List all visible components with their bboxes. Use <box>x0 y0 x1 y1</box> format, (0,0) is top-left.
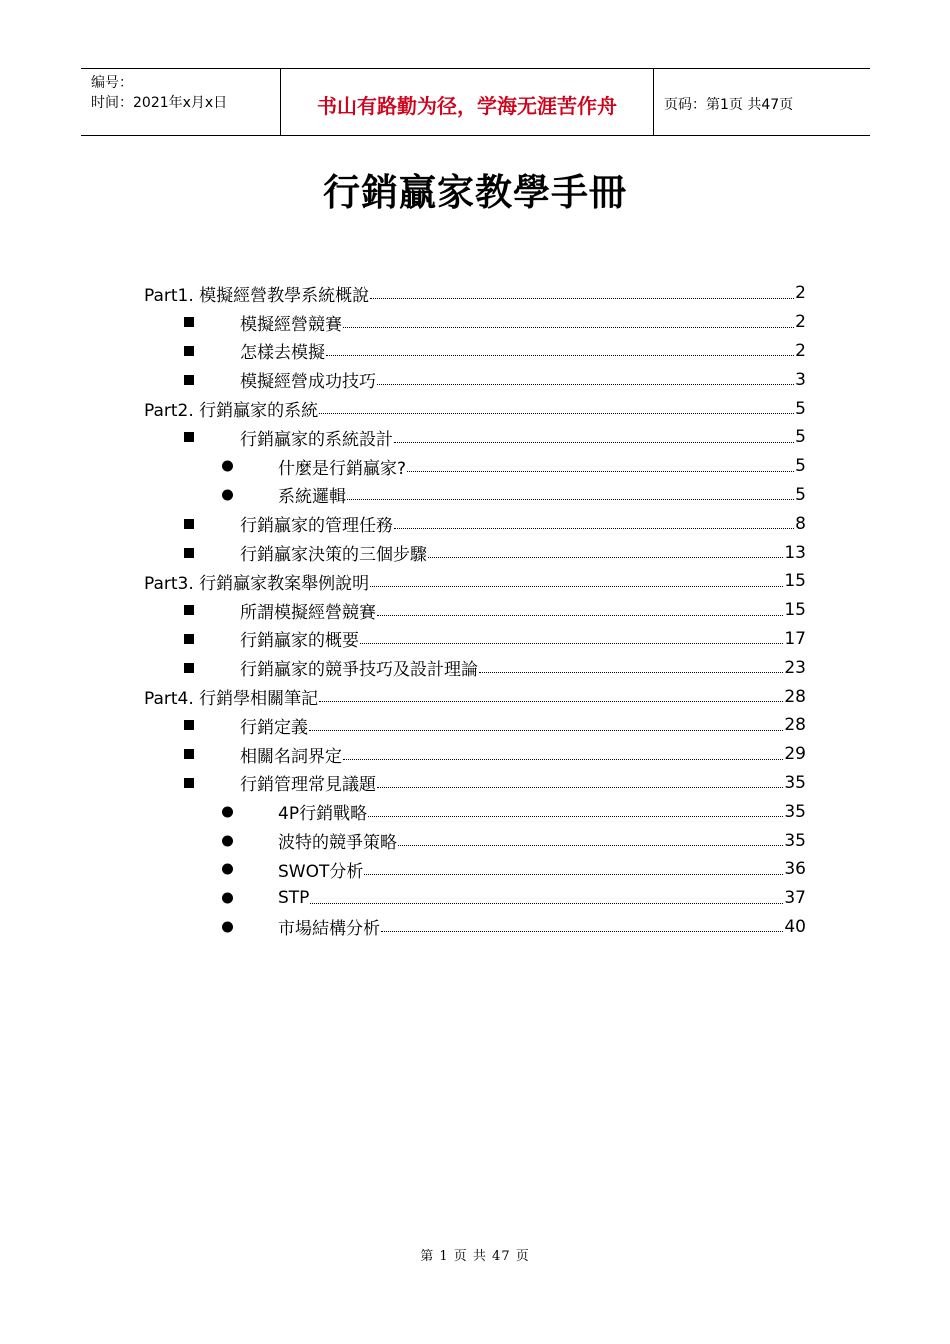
toc-entry-title: 系統邏輯 <box>278 487 346 508</box>
dot-leader <box>319 701 783 702</box>
dot-leader <box>479 672 783 673</box>
toc-entry-page: 35 <box>784 772 806 793</box>
round-bullet-icon <box>222 921 233 932</box>
square-bullet-icon <box>184 634 194 644</box>
toc-entry-page: 3 <box>795 369 806 390</box>
dot-leader <box>377 384 794 385</box>
round-bullet-icon <box>222 864 233 875</box>
toc-entry[interactable] <box>144 913 806 942</box>
square-bullet-icon <box>184 432 194 442</box>
toc-entry-page: 5 <box>795 398 806 419</box>
dot-leader <box>368 816 783 817</box>
toc-entry[interactable] <box>144 337 806 366</box>
dot-leader <box>319 413 794 414</box>
toc-entry[interactable] <box>144 797 806 826</box>
toc-entry-page: 2 <box>795 312 806 333</box>
round-bullet-icon <box>222 835 233 846</box>
date-label: 时间：2021年x月x日 <box>91 95 228 111</box>
toc-entry[interactable] <box>144 682 806 711</box>
header-page-info: 页码：第1页 共47页 <box>664 97 794 113</box>
toc-entry[interactable] <box>144 769 806 798</box>
toc-entry[interactable] <box>144 308 806 337</box>
toc-entry-page: 5 <box>795 456 806 477</box>
square-bullet-icon <box>184 778 194 788</box>
dot-leader <box>343 759 783 760</box>
dot-leader <box>370 298 794 299</box>
toc-entry-title: 行銷管理常見議題 <box>240 775 376 796</box>
toc-entry-title: 模擬經營競賽 <box>240 314 342 335</box>
number-label: 编号： <box>91 75 133 91</box>
toc-entry-title: 行銷贏家的概要 <box>240 631 359 652</box>
toc-entry-title: 怎樣去模擬 <box>240 343 325 364</box>
toc-entry[interactable] <box>144 596 806 625</box>
dot-leader <box>394 528 794 529</box>
toc-entry[interactable] <box>144 740 806 769</box>
toc-entry-title: 模擬經營成功技巧 <box>240 372 376 393</box>
square-bullet-icon <box>184 346 194 356</box>
toc-entry[interactable] <box>144 855 806 884</box>
toc-entry-page: 13 <box>784 542 806 563</box>
dot-leader <box>381 931 783 932</box>
toc-entry-title: Part4. 行銷學相關筆記 <box>144 689 319 710</box>
toc-entry-page: 40 <box>784 916 806 937</box>
toc-entry-title: STP <box>278 888 310 909</box>
toc-entry[interactable] <box>144 452 806 481</box>
toc-entry-title: 市場結構分析 <box>278 919 380 940</box>
dot-leader <box>428 557 783 558</box>
toc-entry[interactable] <box>144 423 806 452</box>
toc-entry-page: 2 <box>795 283 806 304</box>
square-bullet-icon <box>184 663 194 673</box>
toc-entry-page: 2 <box>795 340 806 361</box>
dot-leader <box>347 499 794 500</box>
toc-entry[interactable] <box>144 826 806 855</box>
toc-entry[interactable] <box>144 538 806 567</box>
toc-entry-title: Part2. 行銷贏家的系統 <box>144 401 319 422</box>
dot-leader <box>360 643 783 644</box>
toc-entry[interactable] <box>144 279 806 308</box>
dot-leader <box>343 327 794 328</box>
dot-leader <box>407 471 794 472</box>
round-bullet-icon <box>222 489 233 500</box>
round-bullet-icon <box>222 461 233 472</box>
round-bullet-icon <box>222 806 233 817</box>
toc-entry[interactable] <box>144 481 806 510</box>
header-meta <box>81 69 281 135</box>
square-bullet-icon <box>184 749 194 759</box>
toc-entry-title: 相關名詞界定 <box>240 746 342 767</box>
dot-leader <box>309 730 783 731</box>
square-bullet-icon <box>184 375 194 385</box>
toc-entry-title: 行銷贏家決策的三個步驟 <box>240 545 427 566</box>
square-bullet-icon <box>184 605 194 615</box>
toc-entry[interactable] <box>144 884 806 913</box>
toc-entry[interactable] <box>144 394 806 423</box>
square-bullet-icon <box>184 548 194 558</box>
toc-entry[interactable] <box>144 625 806 654</box>
table-of-contents <box>144 279 806 941</box>
toc-entry-title: 什麼是行銷贏家? <box>278 458 407 479</box>
toc-entry-title: 行銷贏家的競爭技巧及設計理論 <box>240 660 478 681</box>
dot-leader <box>377 787 783 788</box>
dot-leader <box>377 615 783 616</box>
toc-entry-title: 行銷贏家的管理任務 <box>240 516 393 537</box>
dot-leader <box>394 442 794 443</box>
header-motto: 书山有路勤为径，学海无涯苦作舟 <box>281 69 654 135</box>
toc-entry-title: Part3. 行銷贏家教案舉例說明 <box>144 573 370 594</box>
dot-leader <box>370 586 783 587</box>
dot-leader <box>310 903 783 904</box>
toc-entry[interactable] <box>144 567 806 596</box>
toc-entry-page: 23 <box>784 657 806 678</box>
toc-entry[interactable] <box>144 653 806 682</box>
toc-entry-page: 8 <box>795 513 806 534</box>
toc-entry-page: 15 <box>784 571 806 592</box>
toc-entry-title: 4P行銷戰略 <box>278 804 368 825</box>
toc-entry-title: 行銷定義 <box>240 717 308 738</box>
toc-entry-page: 28 <box>784 715 806 736</box>
toc-entry[interactable] <box>144 365 806 394</box>
toc-entry-page: 5 <box>795 427 806 448</box>
toc-entry-title: 行銷贏家的系統設計 <box>240 429 393 450</box>
toc-entry-page: 35 <box>784 830 806 851</box>
toc-entry-title: Part1. 模擬經營教學系統概說 <box>144 285 370 306</box>
toc-entry[interactable] <box>144 711 806 740</box>
toc-entry-page: 5 <box>795 484 806 505</box>
document-title: 行銷贏家教學手冊 <box>323 170 627 214</box>
toc-entry-page: 36 <box>784 859 806 880</box>
dot-leader <box>398 845 783 846</box>
dot-leader <box>326 355 794 356</box>
round-bullet-icon <box>222 893 233 904</box>
toc-entry-title: 所謂模擬經營競賽 <box>240 602 376 623</box>
toc-entry-page: 28 <box>784 686 806 707</box>
toc-entry-page: 29 <box>784 744 806 765</box>
toc-entry-title: SWOT分析 <box>278 861 364 882</box>
toc-entry-page: 37 <box>784 888 806 909</box>
square-bullet-icon <box>184 317 194 327</box>
square-bullet-icon <box>184 519 194 529</box>
page-footer: 第 1 页 共 47 页 <box>420 1249 530 1264</box>
dot-leader <box>364 874 783 875</box>
toc-entry[interactable] <box>144 509 806 538</box>
toc-entry-page: 15 <box>784 600 806 621</box>
toc-entry-title: 波特的競爭策略 <box>278 833 397 854</box>
toc-entry-page: 35 <box>784 801 806 822</box>
page-header <box>81 68 870 136</box>
square-bullet-icon <box>184 720 194 730</box>
toc-entry-page: 17 <box>784 628 806 649</box>
